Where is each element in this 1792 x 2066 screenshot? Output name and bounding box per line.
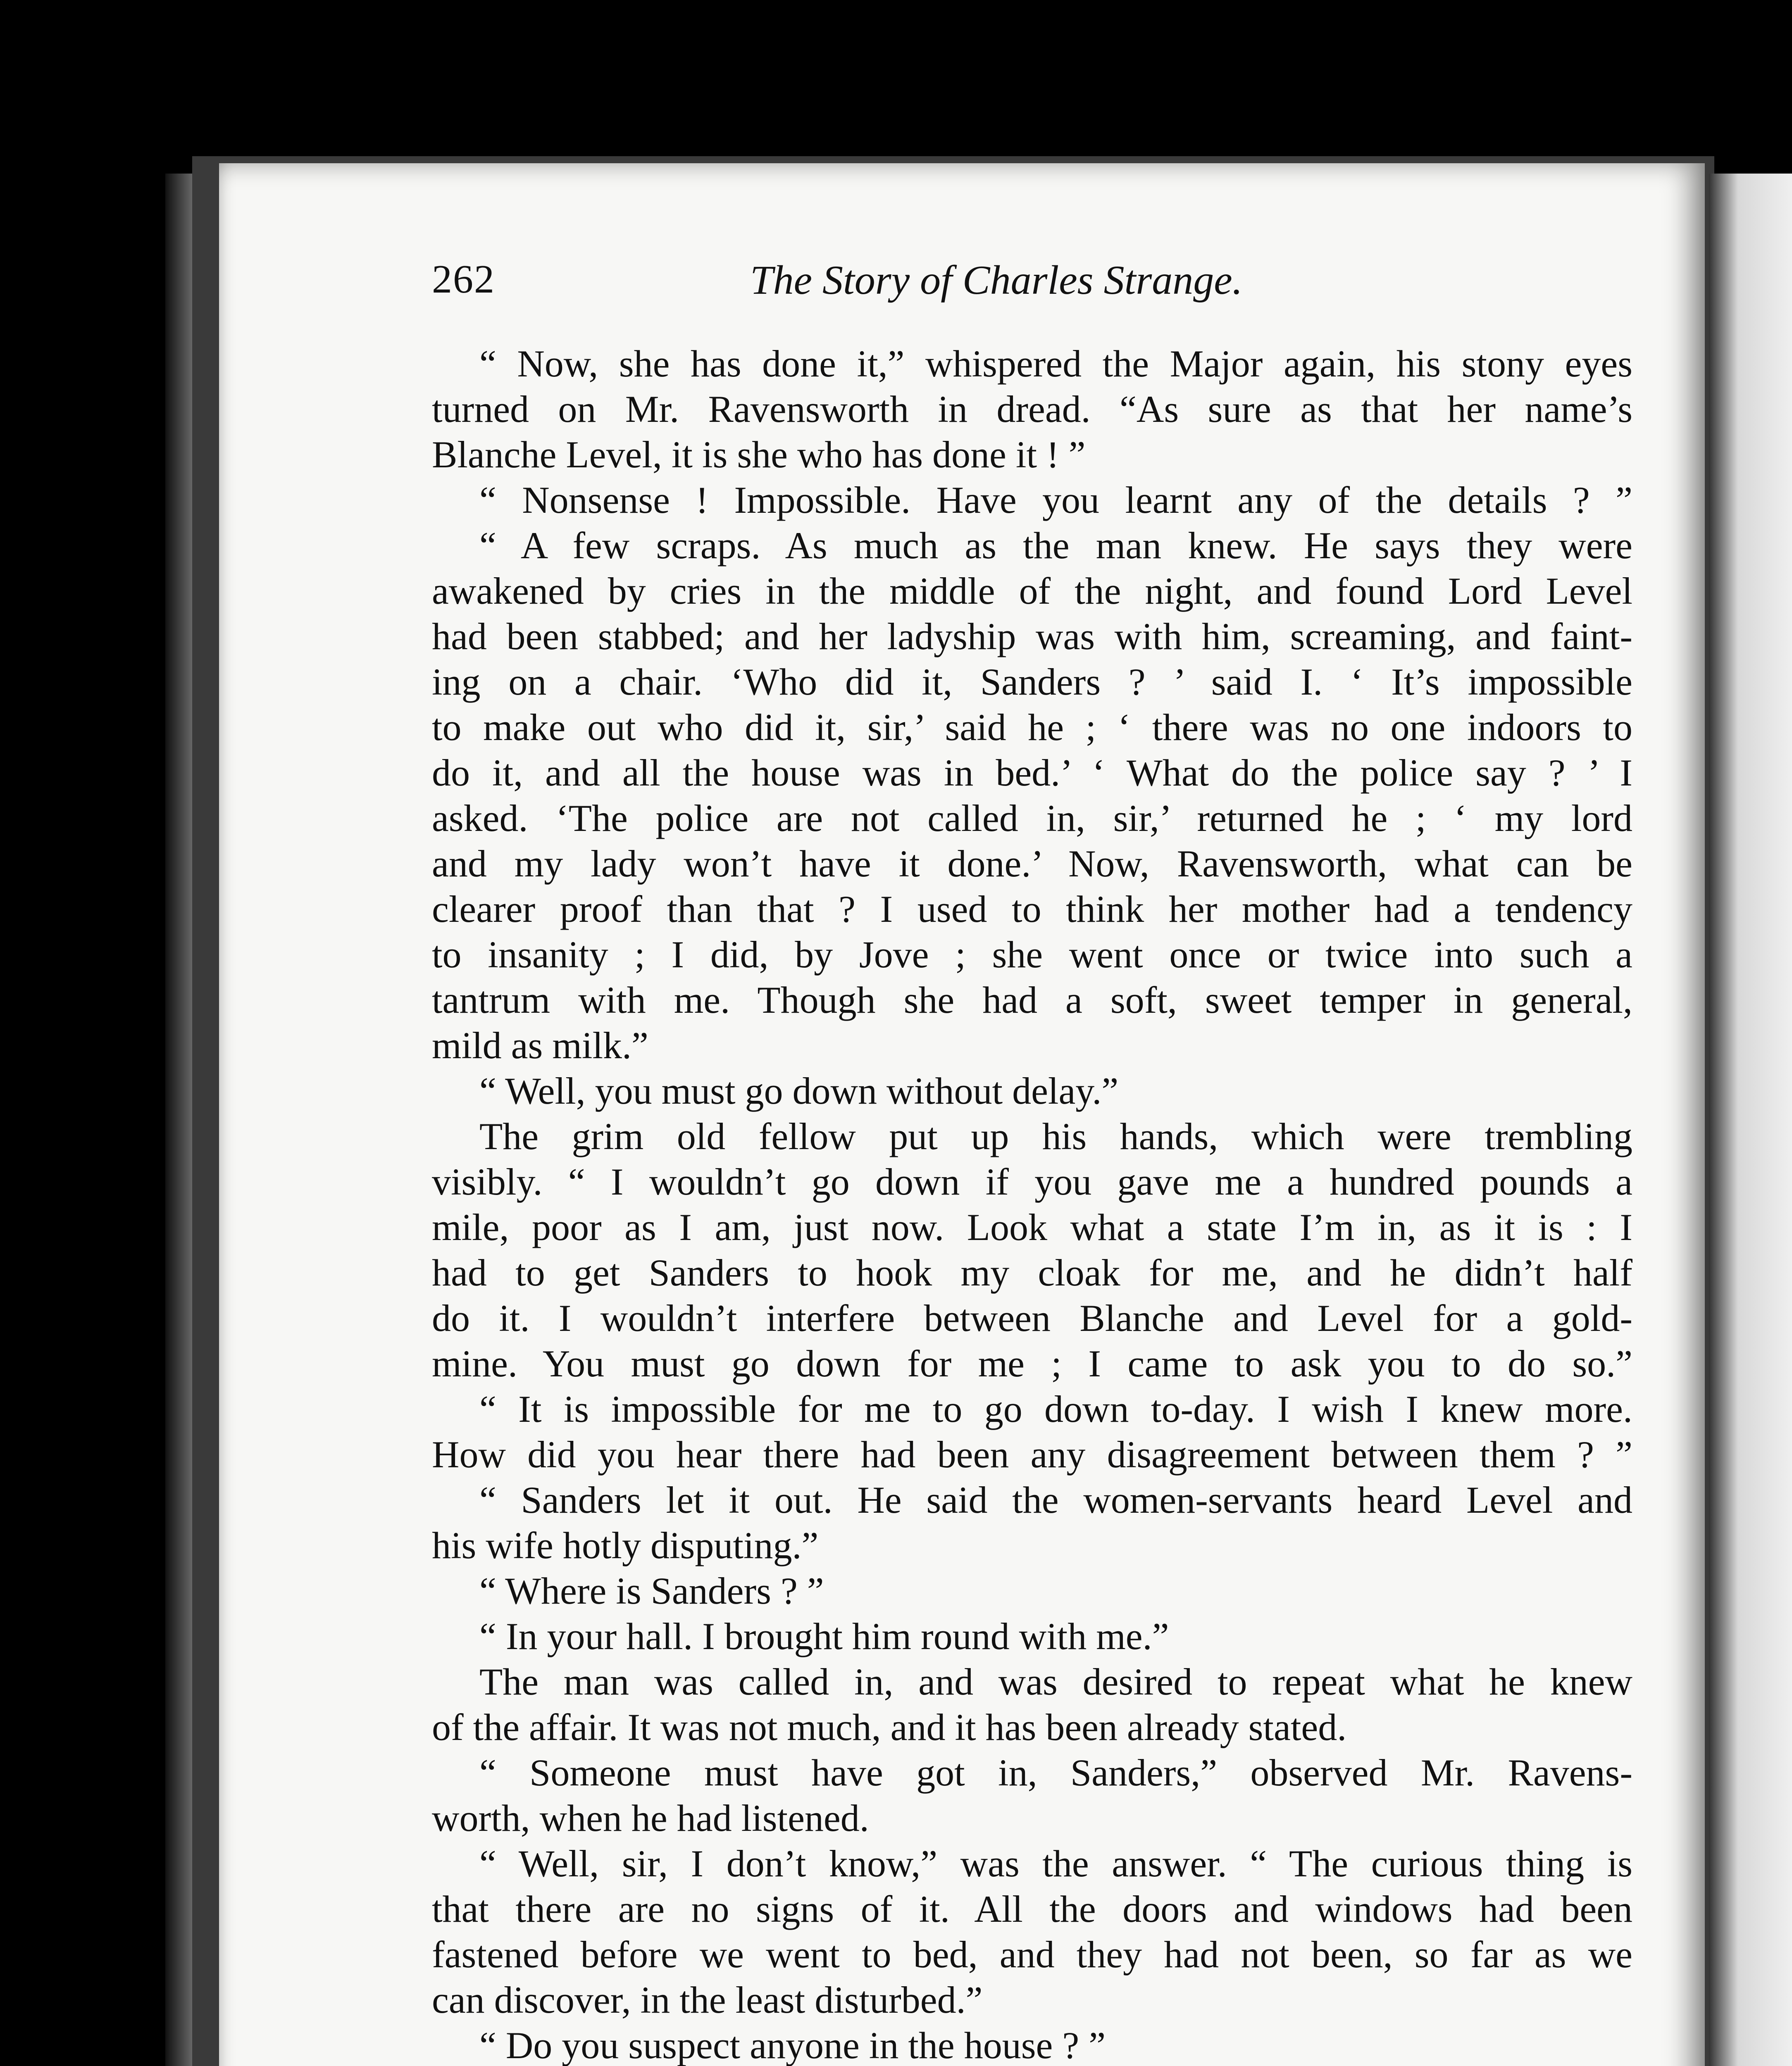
text-line: “ Well, you must go down without delay.” xyxy=(479,1070,1119,1112)
text-line: The man was called in, and was desired to repeat what he knew xyxy=(479,1661,1632,1703)
text-line: his wife hotly disputing.” xyxy=(432,1524,819,1566)
text-line: do it, and all the house was in bed.’ ‘ What do the police say ? ’ I xyxy=(432,752,1632,794)
text-line: mile, poor as I am, just now. Look what a state I’m in, as it is : I xyxy=(432,1206,1632,1248)
text-line: The grim old fellow put up his hands, which were trembling xyxy=(479,1115,1632,1157)
body-text xyxy=(432,341,1632,2066)
text-line: asked. ‘The police are not called in, sir,’ returned he ; ‘ my lord xyxy=(432,797,1632,839)
text-line: mine. You must go down for me ; I came to ask you to do so.” xyxy=(432,1342,1632,1385)
running-title: The Story of Charles Strange. xyxy=(750,257,1243,303)
text-line: “ Where is Sanders ? ” xyxy=(479,1570,824,1612)
text-line: “ A few scraps. As much as the man knew. He says they were xyxy=(479,524,1632,566)
text-line: fastened before we went to bed, and they had not been, so far as we xyxy=(432,1933,1632,1976)
text-line: do it. I wouldn’t interfere between Blanche and Level for a gold- xyxy=(432,1297,1632,1339)
text-line: “ Sanders let it out. He said the women-servants heard Level and xyxy=(479,1479,1632,1521)
text-line: worth, when he had listened. xyxy=(432,1797,869,1839)
text-line: visibly. “ I wouldn’t go down if you gave me a hundred pounds a xyxy=(432,1161,1632,1203)
text-line: that there are no signs of it. All the doors and windows had been xyxy=(432,1888,1632,1930)
page-number: 262 xyxy=(432,257,495,302)
text-line: awakened by cries in the middle of the night, and found Lord Level xyxy=(432,570,1632,612)
facing-page-edge xyxy=(1709,174,1792,2066)
text-line: and my lady won’t have it done.’ Now, Ravensworth, what can be xyxy=(432,843,1632,885)
text-line: had to get Sanders to hook my cloak for me, and he didn’t half xyxy=(432,1252,1632,1294)
text-line: clearer proof than that ? I used to think her mother had a tendency xyxy=(432,888,1632,930)
text-line: of the affair. It was not much, and it has been already stated. xyxy=(432,1706,1347,1748)
text-line: “ Well, sir, I don’t know,” was the answer. “ The curious thing is xyxy=(479,1842,1632,1885)
text-line: mild as milk.” xyxy=(432,1024,648,1066)
text-line: “ Now, she has done it,” whispered the Major again, his stony eyes xyxy=(479,343,1632,385)
text-line: “ Nonsense ! Impossible. Have you learnt any of the details ? ” xyxy=(479,479,1632,521)
text-line: turned on Mr. Ravensworth in dread. “As sure as that her name’s xyxy=(432,388,1632,430)
text-line: to make out who did it, sir,’ said he ; ‘ there was no one indoors to xyxy=(432,706,1632,748)
text-line: How did you hear there had been any disagreement between them ? ” xyxy=(432,1433,1632,1476)
page-header xyxy=(432,256,1626,322)
text-line: can discover, in the least disturbed.” xyxy=(432,1979,983,2021)
text-line: “ Someone must have got in, Sanders,” observed Mr. Ravens- xyxy=(479,1752,1632,1794)
text-line: “ It is impossible for me to go down to-day. I wish I knew more. xyxy=(479,1388,1632,1430)
text-line: had been stabbed; and her ladyship was with him, screaming, and faint- xyxy=(432,615,1632,657)
text-line: to insanity ; I did, by Jove ; she went once or twice into such a xyxy=(432,933,1632,976)
text-line: ing on a chair. ‘Who did it, Sanders ? ’ said I. ‘ It’s impossible xyxy=(432,661,1632,703)
text-line: “ Do you suspect anyone in the house ? ” xyxy=(479,2024,1106,2066)
text-line: Blanche Level, it is she who has done it ! ” xyxy=(432,433,1086,476)
text-line: tantrum with me. Though she had a soft, sweet temper in general, xyxy=(432,979,1632,1021)
text-line: “ In your hall. I brought him round with me.” xyxy=(479,1615,1169,1657)
